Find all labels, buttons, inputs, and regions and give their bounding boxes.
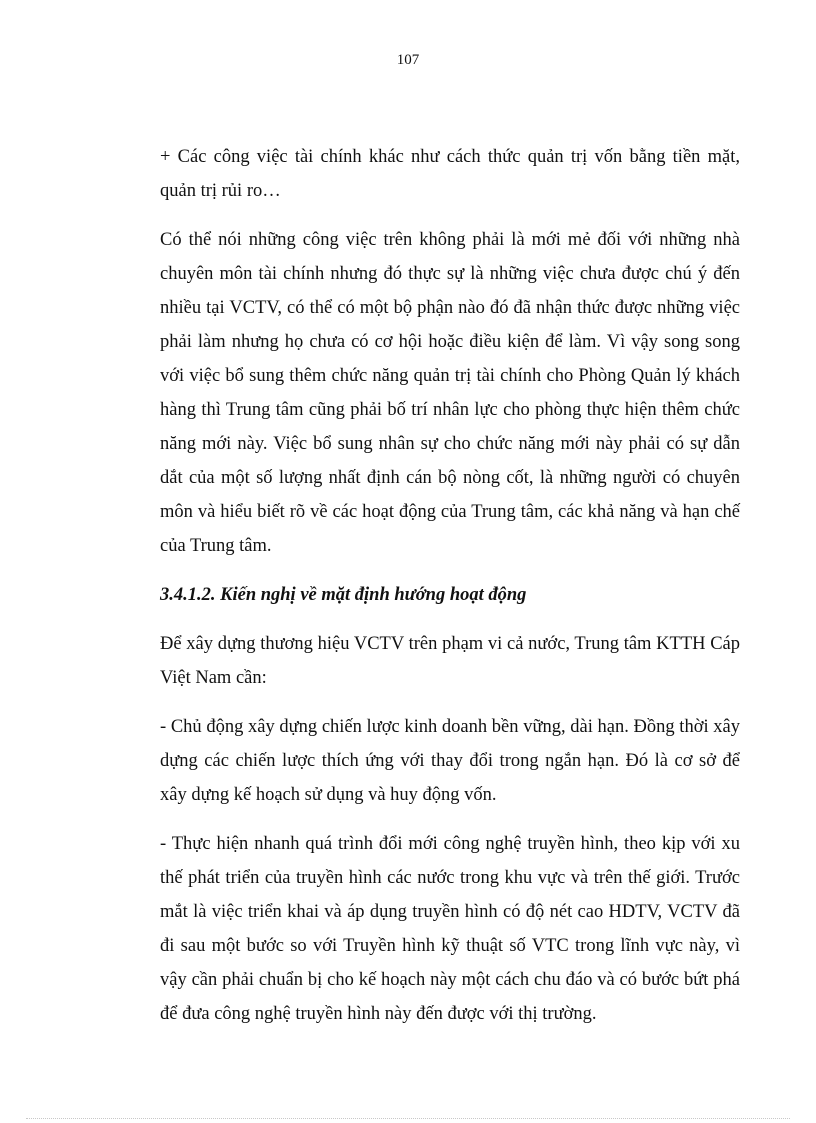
- paragraph-brand-building: Để xây dựng thương hiệu VCTV trên phạm vi cả nước, Trung tâm KTTH Cáp Việt Nam cần:: [160, 634, 740, 688]
- page-number: 107: [396, 52, 420, 68]
- footer-divider: [26, 1118, 790, 1119]
- paragraph-technology: - Thực hiện nhanh quá trình đổi mới công nghệ truyền hình, theo kịp với xu thế phát triển của truyền hình các nước trong khu vực và trên thế giới. Trước mắt là việc triển khai và áp dụng truyền hình có độ nét cao HDTV, VCTV đã đi sau một bước so với Truyền hình kỹ thuật số VTC trong lĩnh vực này, vì vậy cần phải chuẩn bị cho kế hoạch này một cách chu đáo và có bước bứt phá để đưa công nghệ truyền hình này đến được với thị trường.: [160, 834, 740, 1024]
- body-text: [160, 140, 740, 1046]
- paragraph-strategy: - Chủ động xây dựng chiến lược kinh doanh bền vững, dài hạn. Đồng thời xây dựng các chiến lược thích ứng với thay đổi trong ngắn hạn. Đó là cơ sở để xây dựng kế hoạch sử dụng và huy động vốn.: [160, 717, 740, 805]
- paragraph-finance-staffing: Có thể nói những công việc trên không phải là mới mẻ đối với những nhà chuyên môn tài chính nhưng đó thực sự là những việc chưa được chú ý đến nhiều tại VCTV, có thể có một bộ phận nào đó đã nhận thức được những việc phải làm nhưng họ chưa có cơ hội hoặc điều kiện để làm. Vì vậy song song với việc bổ sung thêm chức năng quản trị tài chính cho Phòng Quản lý khách hàng thì Trung tâm cũng phải bố trí nhân lực cho phòng thực hiện thêm chức năng mới này. Việc bổ sung nhân sự cho chức năng mới này phải có sự dẫn dắt của một số lượng nhất định cán bộ nòng cốt, là những người có chuyên môn và hiểu biết rõ về các hoạt động của Trung tâm, các khả năng và hạn chế của Trung tâm.: [160, 230, 740, 556]
- section-heading: 3.4.1.2. Kiến nghị về mặt định hướng hoạt động: [160, 585, 527, 605]
- paragraph-other-finance-tasks: + Các công việc tài chính khác như cách thức quản trị vốn bằng tiền mặt, quản trị rủi ro…: [160, 147, 740, 201]
